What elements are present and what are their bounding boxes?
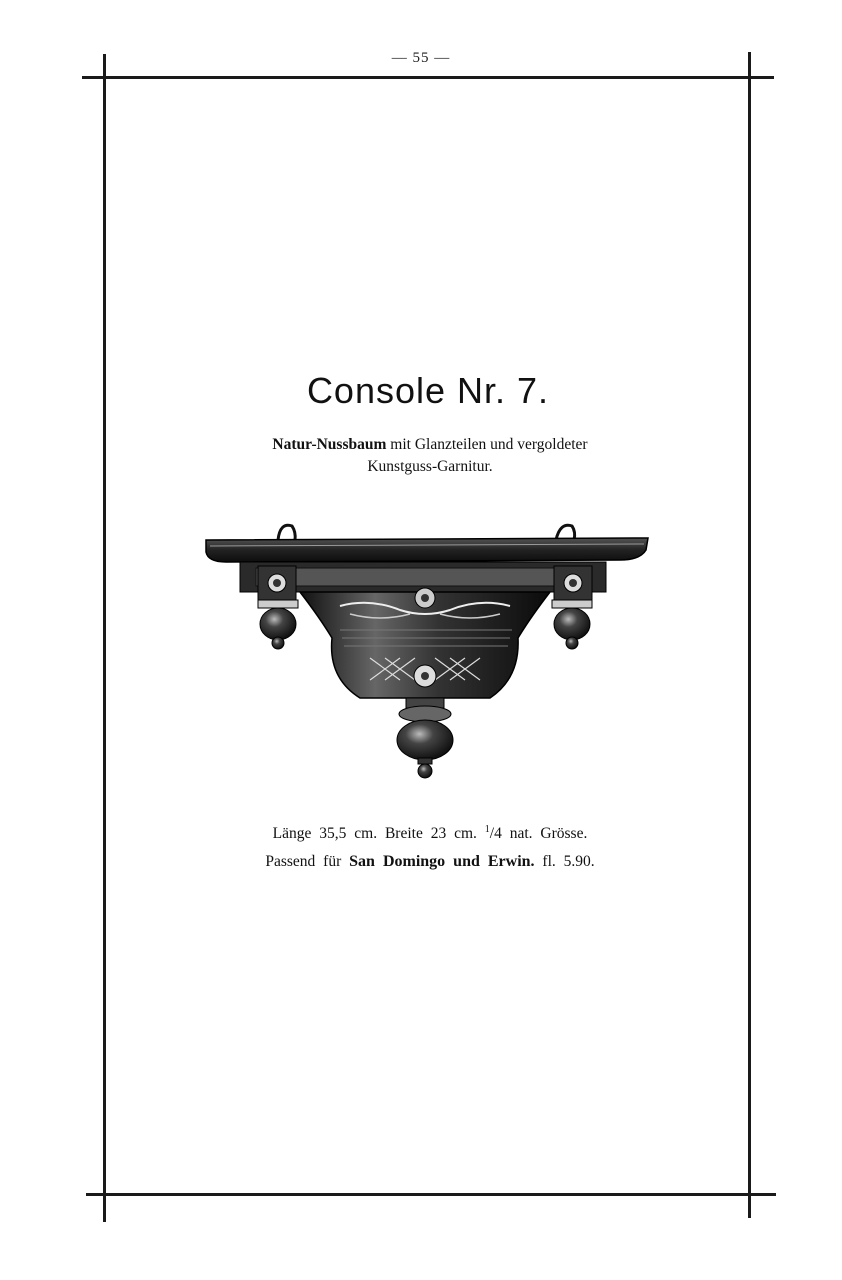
material-details: mit Glanzteilen und vergoldeter <box>390 436 588 453</box>
scale-text: $^1$/4 nat. Grösse. <box>484 824 588 843</box>
page-number: — 55 — <box>391 50 451 66</box>
material-name: Natur-Nussbaum <box>272 436 387 453</box>
page-title: Console Nr. 7. <box>306 370 550 411</box>
length-text: Länge 35,5 cm. <box>272 825 378 843</box>
price-text: fl. 5.90. <box>542 853 595 871</box>
frame-bottom-rule <box>86 1193 776 1196</box>
fits-prefix: Passend für <box>265 853 342 871</box>
material-details-line2: Kunstguss-Garnitur. <box>367 458 493 475</box>
frame-left-rule <box>103 54 106 1222</box>
dimensions-line <box>100 816 760 848</box>
frame-right-rule <box>748 52 751 1218</box>
product-specs <box>100 816 760 876</box>
width-text: Breite 23 cm. <box>384 825 477 843</box>
compatibility-line <box>100 848 760 876</box>
console-illustration <box>200 518 650 784</box>
frame-top-rule <box>82 76 774 79</box>
material-description <box>100 434 760 478</box>
fits-models: San Domingo und Erwin. <box>349 853 535 871</box>
